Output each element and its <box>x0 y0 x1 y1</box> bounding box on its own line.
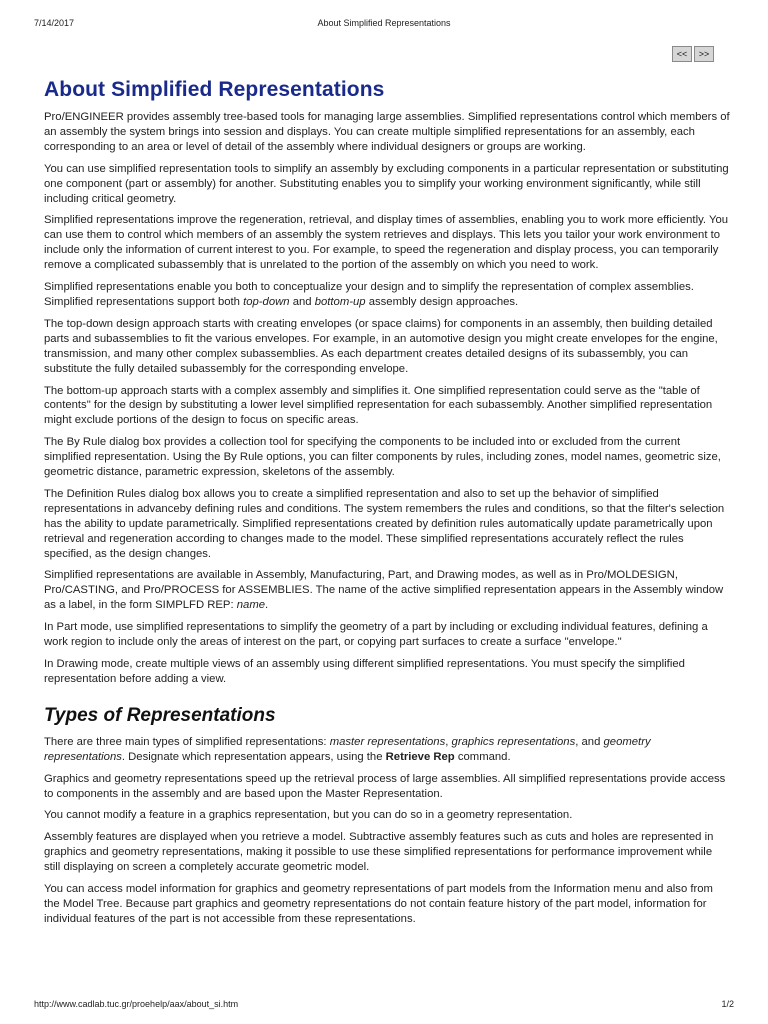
paragraph: The Definition Rules dialog box allows you to create a simplified representation and also to set up the behavior of simplified representations in advanceby defining rules and conditions. The system remembers the rules and conditions, so that the filter's selection has the ability to update parametrically. Simplified representations created by definition rules automatically update parametrically upon retrieval and regeneration according to changes made to the model. These simplified representations accurately reflect the rules specified, as the design changes. <box>44 487 725 560</box>
paragraph: There are three main types of simplified representations: master representations, graphics representations, and geometry representations. Designate which representation appears, using the Retrieve Rep command. <box>44 735 651 763</box>
paragraph: The bottom-up approach starts with a complex assembly and simplifies it. One simplified representation could serve as the "table of contents" for the design by substituting a lower level simplified representation for each subassembly. Another simplified representation might exclude portions of the design to focus on specific areas. <box>44 384 713 427</box>
emphasis: geometry representations <box>44 735 651 763</box>
page-title: About Simplified Representations <box>44 78 385 101</box>
section-heading: Types of Representations <box>44 704 276 726</box>
print-header <box>34 18 734 32</box>
print-footer <box>34 999 734 1011</box>
paragraph: You cannot modify a feature in a graphics representation, but you can do so in a geometry representation. <box>44 809 573 822</box>
article <box>44 78 730 934</box>
paragraph: Graphics and geometry representations speed up the retrieval process of large assemblies. All simplified representations provide access to components in the assembly and are based upon the Master Representation. <box>44 772 726 800</box>
previous-page-button[interactable]: << <box>672 46 692 62</box>
next-page-button[interactable]: >> <box>694 46 714 62</box>
emphasis: bottom-up <box>314 295 366 308</box>
paragraph: Simplified representations enable you both to conceptualize your design and to simplify the representation of complex assemblies. Simplified representations support both top-down and bottom-up assembly design approaches. <box>44 281 694 308</box>
print-title: About Simplified Representations <box>317 18 451 28</box>
emphasis: name <box>236 599 266 612</box>
paragraph: Pro/ENGINEER provides assembly tree-based tools for managing large assemblies. Simplified representations control which members of an assembly the system brings into session and displays. You can create multiple simplified representations for an assembly, each corresponding to an area or level of detail of the assembly where individual designers or groups are working. <box>44 111 730 153</box>
emphasis: graphics representations <box>451 735 576 748</box>
print-date: 7/14/2017 <box>34 18 75 28</box>
paragraph: The By Rule dialog box provides a collection tool for specifying the components to be included into or excluded from the current simplified representation. Using the By Rule options, you can filter components by rules, including zones, model names, geometric size, geometric distance, parametric expression, skeletons of the assembly. <box>44 436 721 479</box>
emphasis: top-down <box>243 295 290 308</box>
paragraph: In Drawing mode, create multiple views of an assembly using different simplified representations. You must specify the simplified representation before adding a view. <box>44 658 685 685</box>
paragraph: You can use simplified representation tools to simplify an assembly by excluding components in a particular representation or substituting one component (part or assembly) for another. Substituting enables you to simplify your working environment significantly, while still including critical geometry. <box>44 162 729 205</box>
emphasis: master representations <box>329 735 446 748</box>
page-number: 1/2 <box>721 999 734 1009</box>
paragraph: In Part mode, use simplified representations to simplify the geometry of a part by including or excluding individual features, defining a work region to include only the areas of interest on the part, or copying part surfaces to create a surface "envelope." <box>44 621 708 649</box>
paragraph: The top-down design approach starts with creating envelopes (or space claims) for components in an assembly, then building detailed parts and subassemblies to fit the various envelopes. For example, in an automotive design you might create envelopes for the engine, transmission, and many other complex subassemblies. As each department creates detailed designs of its subassembly, you can substitute the fully detailed subassembly for the corresponding envelope. <box>44 317 718 375</box>
paragraph: Assembly features are displayed when you retrieve a model. Subtractive assembly features such as cuts and holes are represented in graphics and geometry representations, making it possible to use these simplified representations for performance improvement while still displaying on screen a completely accurate geometric model. <box>44 831 714 874</box>
print-url: http://www.cadlab.tuc.gr/proehelp/aax/about_si.htm <box>34 999 239 1009</box>
paragraph: Simplified representations improve the regeneration, retrieval, and display times of assemblies, enabling you to work more efficiently. You can use them to control which members of an assembly the system retrieves and displays. This lets you tailor your work environment to include only the information of current interest to you. For example, to speed the regeneration and display process, you can temporarily remove a complicated subassembly that is unrelated to the portion of the assembly on which you need to work. <box>44 214 729 272</box>
command-name: Retrieve Rep <box>385 750 455 763</box>
page-nav <box>672 46 714 62</box>
paragraph: Simplified representations are available in Assembly, Manufacturing, Part, and Drawing modes, as well as in Pro/MOLDESIGN, Pro/CASTING, and Pro/PROCESS for ASSEMBLIES. The name of the active simplified representation appears in the Assembly window as a label, in the form SIMPLFD REP: name. <box>44 569 724 612</box>
paragraph: You can access model information for graphics and geometry representations of part models from the Information menu and also from the Model Tree. Because part graphics and geometry representations do not contain feature history of the part model, information for individual features of the part is not accessible from these representations. <box>44 883 713 925</box>
